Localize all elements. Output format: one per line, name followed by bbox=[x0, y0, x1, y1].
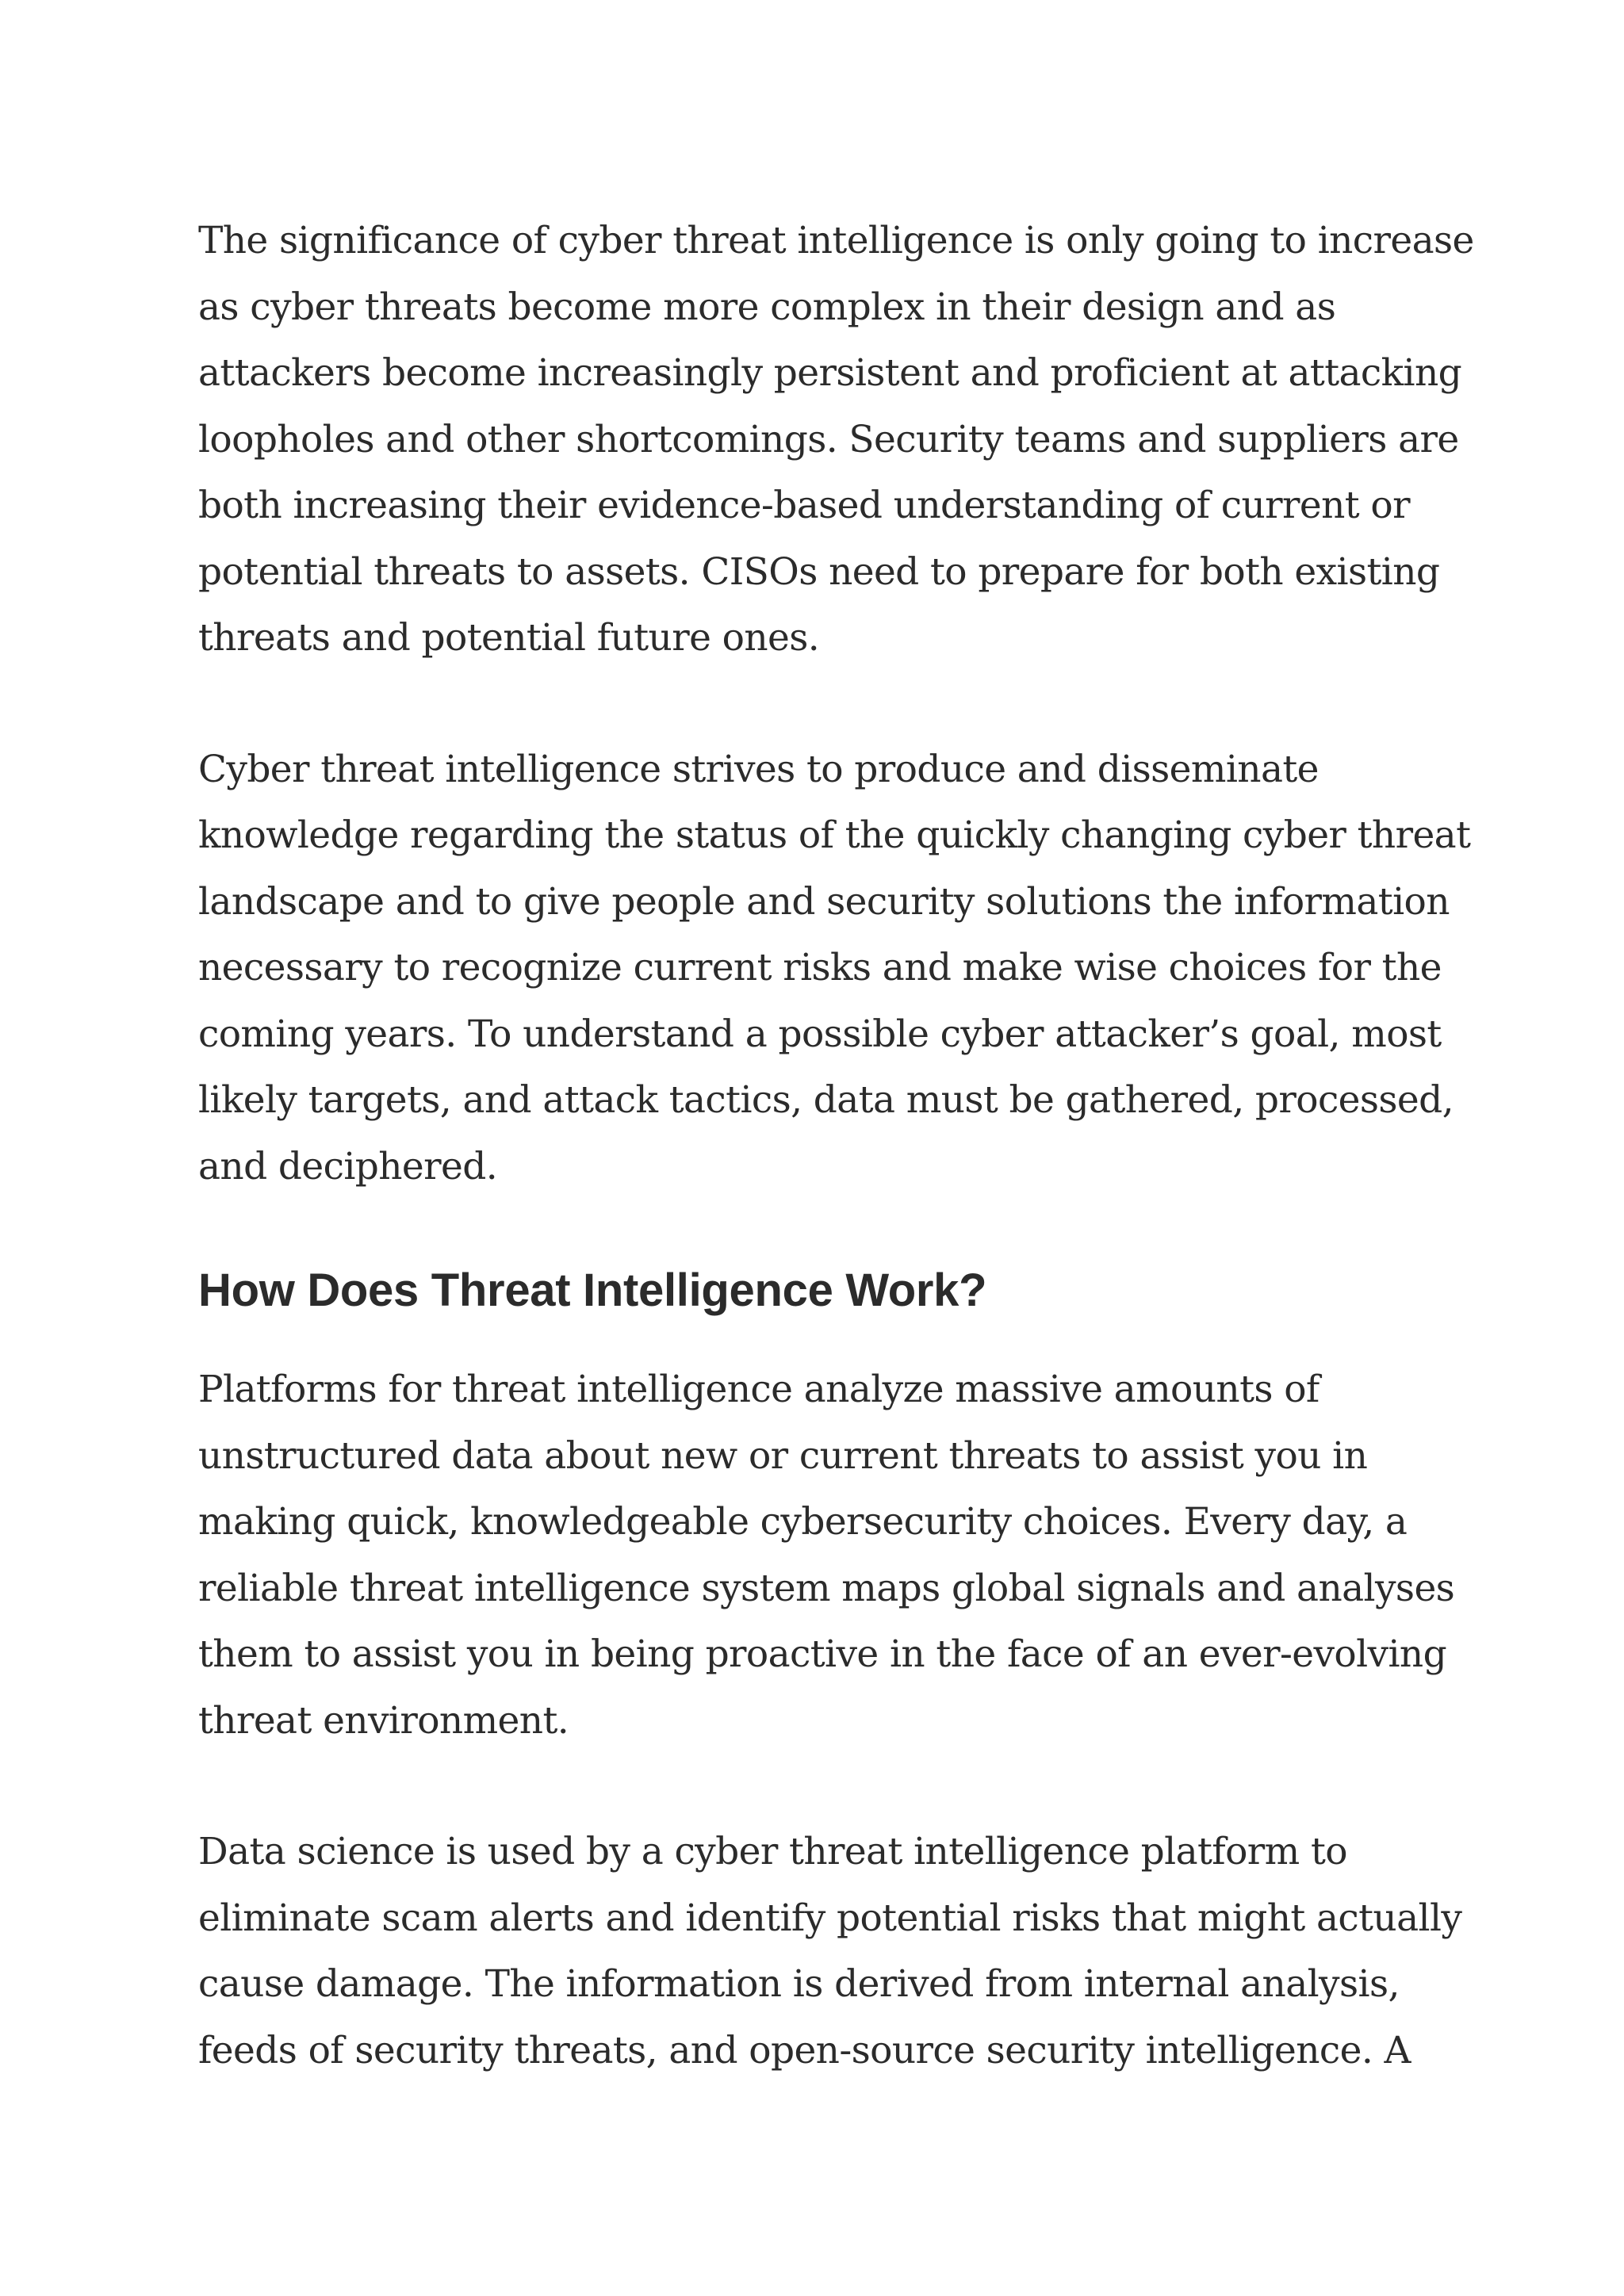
paragraph-line: attackers become increasingly persistent and proficient at attacking bbox=[198, 351, 1462, 395]
paragraph-line: threat environment. bbox=[198, 1698, 569, 1743]
paragraph-line: and deciphered. bbox=[198, 1144, 498, 1188]
paragraph-line: loopholes and other shortcomings. Security teams and suppliers are bbox=[198, 417, 1459, 461]
paragraph-line: them to assist you in being proactive in the face of an ever-evolving bbox=[198, 1632, 1447, 1676]
paragraph-line: Data science is used by a cyber threat intelligence platform to bbox=[198, 1830, 1347, 1873]
paragraph-line: eliminate scam alerts and identify potential risks that might actually bbox=[198, 1896, 1462, 1940]
paragraph-line: reliable threat intelligence system maps global signals and analyses bbox=[198, 1566, 1455, 1610]
paragraph-purpose bbox=[198, 737, 1471, 1200]
article-body bbox=[198, 208, 1474, 2084]
paragraph-line: Platforms for threat intelligence analyze massive amounts of bbox=[198, 1368, 1320, 1411]
paragraph-line: threats and potential future ones. bbox=[198, 616, 820, 660]
paragraph-line: The significance of cyber threat intelligence is only going to increase bbox=[198, 219, 1474, 262]
paragraph-line: as cyber threats become more complex in their design and as bbox=[198, 285, 1336, 329]
paragraph-line: potential threats to assets. CISOs need to prepare for both existing bbox=[198, 549, 1440, 594]
paragraph-line: making quick, knowledgeable cybersecurity choices. Every day, a bbox=[198, 1500, 1408, 1544]
paragraph-line: unstructured data about new or current threats to assist you in bbox=[198, 1433, 1368, 1478]
paragraph-line: Cyber threat intelligence strives to produce and disseminate bbox=[198, 747, 1319, 791]
paragraph-data-science bbox=[198, 1819, 1462, 2084]
paragraph-line: necessary to recognize current risks and make wise choices for the bbox=[198, 946, 1442, 989]
paragraph-line: both increasing their evidence-based understanding of current or bbox=[198, 484, 1410, 527]
paragraph-platforms bbox=[198, 1357, 1455, 1754]
paragraph-line: landscape and to give people and security solutions the information bbox=[198, 879, 1450, 924]
paragraph-significance bbox=[198, 208, 1474, 672]
paragraph-line: cause damage. The information is derived from internal analysis, bbox=[198, 1962, 1400, 2006]
paragraph-line: feeds of security threats, and open-source security intelligence. A bbox=[198, 2028, 1411, 2072]
paragraph-line: knowledge regarding the status of the quickly changing cyber threat bbox=[198, 813, 1471, 857]
paragraph-line: likely targets, and attack tactics, data must be gathered, processed, bbox=[198, 1078, 1454, 1122]
paragraph-line: coming years. To understand a possible cyber attacker’s goal, most bbox=[198, 1012, 1442, 1056]
section-heading: How Does Threat Intelligence Work? bbox=[198, 1265, 987, 1316]
